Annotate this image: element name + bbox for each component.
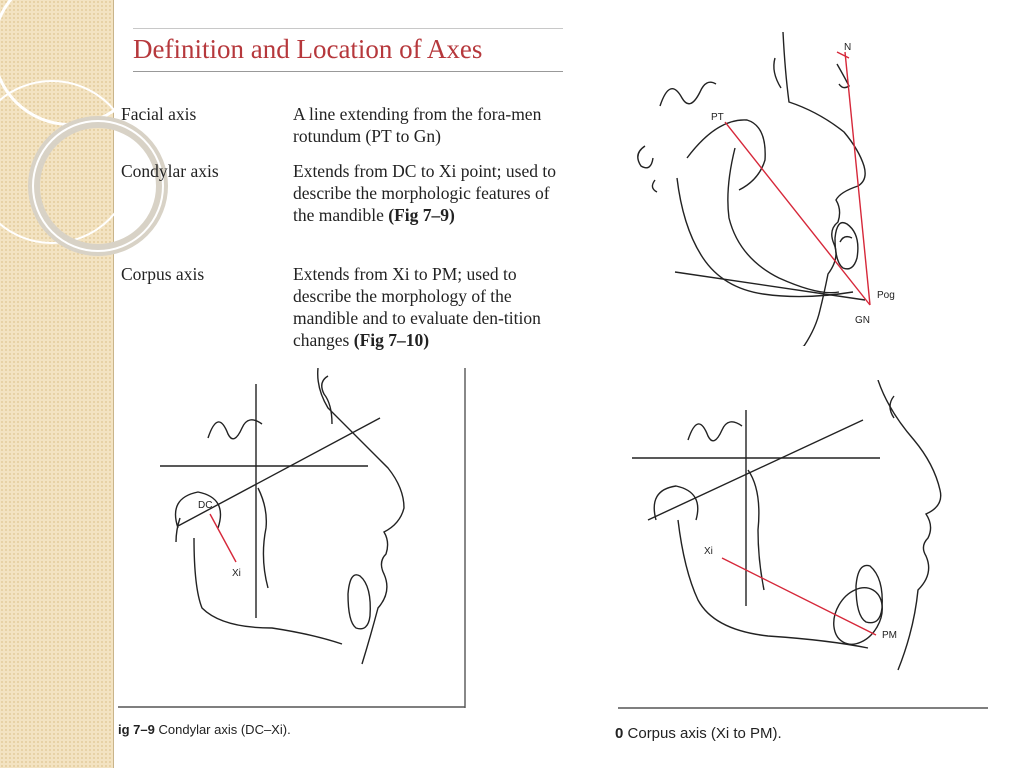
axis-term: Corpus axis xyxy=(121,264,205,284)
corpus-axis-figure xyxy=(618,380,988,710)
point-label-n: N xyxy=(844,42,852,53)
point-label-xi: Xi xyxy=(232,568,241,579)
point-label-pog: Pog xyxy=(877,290,895,301)
axis-definition: Extends from Xi to PM; used to describe the morphology of the mandible and to evaluate den-tition changes (Fig 7–10) xyxy=(293,264,541,350)
axis-term: Condylar axis xyxy=(121,161,219,181)
point-label-pm: PM xyxy=(882,630,897,641)
facial-axis-figure xyxy=(615,28,945,346)
condylar-figure-caption xyxy=(118,722,291,737)
figure-number: 0 xyxy=(615,725,624,742)
point-label-gn: GN xyxy=(855,315,870,326)
axis-definition: Extends from DC to Xi point; used to describe the morphologic features of the mandible (Fig 7–9) xyxy=(293,161,556,225)
caption-text: Corpus axis (Xi to PM). xyxy=(627,725,782,742)
axis-definition: A line extending from the fora-men rotundum (PT to Gn) xyxy=(293,104,542,146)
table-title: Definition and Location of Axes xyxy=(133,28,563,72)
axis-term: Facial axis xyxy=(121,104,197,124)
condylar-axis-figure xyxy=(118,368,468,708)
figure-reference: (Fig 7–9) xyxy=(388,205,455,225)
caption-text: Condylar axis (DC–Xi). xyxy=(158,722,291,737)
decorative-ring xyxy=(32,120,164,252)
point-label-pt: PT xyxy=(711,112,724,123)
point-label-xi: Xi xyxy=(704,546,713,557)
point-label-dc: DC xyxy=(198,500,213,511)
figure-number: ig 7–9 xyxy=(118,722,155,737)
corpus-figure-caption xyxy=(615,725,782,742)
figure-reference: (Fig 7–10) xyxy=(353,330,430,350)
